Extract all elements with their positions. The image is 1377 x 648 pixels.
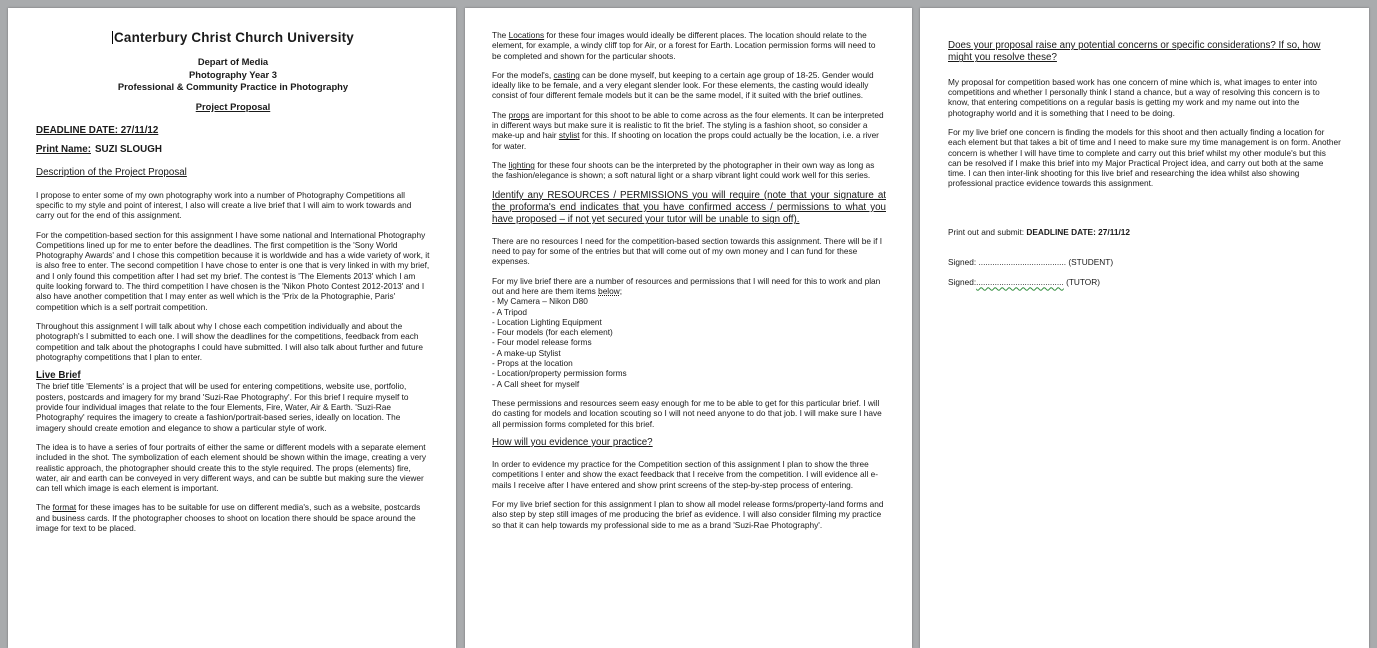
module-line: Professional & Community Practice in Photography	[117, 81, 349, 92]
list-item: - A Call sheet for myself	[492, 378, 580, 389]
text: The	[36, 502, 53, 513]
paragraph: These permissions and resources seem easy enough for me to be able to get for this particular brief. I will do casting for models and location scouting so I will not need anyone to do that job. I will make sure I have all permission forms completed for this brief.	[492, 397, 882, 429]
paragraph: My proposal for competition based work has one concern of mine which is, what images to enter into competitions and whether I personally think I stand a chance, but a way of resolving this concern is to know, that entering competitions on a regular basis is getting my work and my name out into the photography world and it is something that I need to be doing.	[948, 76, 1320, 118]
paragraph	[492, 30, 886, 61]
text: for these four shoots can be the interpreted by the photographer in their own way as long as the fashion/elegance is shown; a soft natural light or a sharp vibrant light could work well for this series.	[492, 159, 875, 181]
submit-label: Print out and submit:	[948, 226, 1027, 237]
paragraph: For my live brief section for this assignment I plan to show all model release forms/property-land forms and also step by step still images of me producing the brief as evidence. I will also consider filming my practice so that it can help towards my professional side to me as a brand 'Suzi-Rae Photography'.	[492, 499, 884, 530]
text: are important for this shoot to be able to come across as the four elements. It can be interpreted in different ways but make sure it is realistic to fit the brief. The styling is a fashion shoot, so consider a make-up and hair	[492, 109, 884, 141]
department-line: Depart of Media	[197, 56, 269, 67]
props-term: props	[508, 109, 530, 120]
paragraph: For the competition-based section for this assignment I have some national and International Photography Competitions lined up for me to enter before the deadlines. The first competition is the 'Sony World Photography Awards' and I chose this competition because it is worldwide and has a wide variety of work, it is also free to enter. The second competition I have chose to enter is one that is very linked in with my brief, and I only found this competition after I had set my brief. The contest is 'The Elements 2013' which I am quite looking forward to. The third competition I have chosen is the 'Nikon Photo Contest 2012-2013' and I also have another competition that I may enter as well which is the 'Prix de la Photographie, Paris' competition which is a self portrait competition.	[36, 229, 430, 312]
print-name	[36, 145, 430, 155]
document-page-3	[920, 8, 1369, 648]
lighting-term: lighting	[508, 159, 535, 170]
signature-dots: ......................................	[976, 277, 1064, 288]
document-page-1	[8, 8, 456, 648]
list-item: - Props at the location	[492, 358, 573, 369]
paragraph: The idea is to have a series of four portraits of either the same or different models with a separate element included in the shot. The symbolization of each element should be shown within the image, creating a very realistic approach, the photographer should create this to the style required. The props (elements) fire, water, air and earth can be conveyed in very different ways, and can be subtle but making sure the viewer can tell which image is each element is important.	[36, 441, 427, 494]
paragraph: For my live brief one concern is finding the models for this shoot and then actually finding a location for each element but that takes a bit of time and I need to make sure my time management is on form. Another concern is whether I will have time to complete and carry out this brief whilst my other module's but this can be resolved if I make this brief into my Major Practical Project idea, and carry out both at the same time. I can then inter-link shooting for this live brief and researching the idea whilst also showing professional practice evidence towards this assignment.	[948, 127, 1341, 189]
paragraph	[36, 502, 430, 533]
list-item: - A Tripod	[492, 306, 528, 317]
paragraph	[492, 110, 886, 151]
evidence-heading: How will you evidence your practice?	[492, 436, 653, 448]
print-name-value: SUZI SLOUGH	[94, 144, 162, 156]
tutor-role: (TUTOR)	[1066, 277, 1101, 288]
resources-heading: Identify any RESOURCES / PERMISSIONS you will require (note that your signature at the proforma's end indicates that you have confirmed access / permissions to what you have proposed – if not yet secured your tutor will be unable to sign off).	[492, 189, 886, 226]
paragraph: In order to evidence my practice for the Competition section of this assignment I plan to show the three competitions I enter and show the exact feedback that I receive from the competition. I will evidence all e-mails I receive after I have entered and show print screens of the step-by-step process of entering.	[492, 459, 879, 490]
description-heading: Description of the Project Proposal	[36, 167, 187, 179]
text: For my live brief there are a number of resources and permissions that I will need for this to work and plan out and here are them items	[492, 275, 881, 296]
locations-term: Locations	[508, 30, 545, 40]
signature-dots: ......................................	[978, 257, 1067, 268]
paragraph	[492, 70, 886, 101]
deadline-date: DEADLINE DATE: 27/11/12	[36, 124, 159, 136]
text: for these four images would ideally be different places. The location should relate to the element, for example, a windy cliff top for Air, or a forest for Earth. Location permission forms will need to be completed and shown for the particular shoots.	[492, 30, 876, 61]
concerns-heading: Does your proposal raise any potential concerns or specific considerations? If so, how might you resolve these?	[948, 40, 1321, 64]
list-item: - Four models (for each element)	[492, 327, 613, 338]
print-name-label: Print Name:	[36, 144, 91, 156]
tutor-signature-line	[948, 277, 1341, 287]
list-item: - Four model release forms	[492, 337, 592, 348]
university-title-text: Canterbury Christ Church University	[114, 30, 354, 45]
submit-deadline: DEADLINE DATE: 27/11/12	[1026, 226, 1130, 237]
student-signature-line	[948, 257, 1341, 267]
document-title: Project Proposal	[195, 100, 271, 112]
text: can be done myself, but keeping to a certain age group of 18-25. Gender would ideally like to be female, and a very elegant slender look. For these elements, the casting would ideally consist of four different female models but it can be the same model, if it suited with the brief outlines.	[492, 69, 874, 101]
submit-line	[948, 227, 1341, 237]
paragraph: There are no resources I need for the competition-based section towards this assignment. There will be if I need to pay for some of the entries but that will come out of my own money and I can fund for these expenses.	[492, 235, 882, 267]
text: for this. If shooting on location the props could actually be the location, i.e. a river for water.	[492, 130, 879, 151]
stylist-term: stylist	[558, 130, 580, 141]
paragraph: The brief title 'Elements' is a project that will be used for entering competitions, website use, portfolio, posters, postcards and imagery for my brand 'Suzi-Rae Photography'. For this brief I require myself to provide four individual images that relate to the four Elements, Fire, Water, Air & Earth. 'Suzi-Rae Photography' requires the imagery to create a fashion/portrait-based series, ideally on location. The imagery should create emotion and elegance to show a particular style of work.	[36, 381, 409, 433]
format-term: format	[52, 502, 77, 513]
live-brief-heading: Live Brief	[36, 370, 81, 382]
paragraph: I propose to enter some of my own photography work into a number of Photography Competitions all specific to my style and point of interest, I also will create a live brief that I will aim to work towards and carry out for the end of this assignment.	[36, 189, 412, 221]
student-role: (STUDENT)	[1068, 257, 1114, 268]
text: For the model's,	[492, 69, 554, 80]
resources-list	[492, 296, 886, 389]
casting-term: casting	[553, 69, 580, 80]
signed-label: Signed:	[948, 277, 977, 288]
list-item: - My Camera – Nikon D80	[492, 296, 588, 307]
list-item: - Location/property permission forms	[492, 368, 627, 379]
list-item: - Location Lighting Equipment	[492, 316, 602, 327]
text: The	[492, 159, 509, 170]
paragraph	[492, 160, 886, 181]
signed-label: Signed:	[948, 257, 977, 268]
text: The	[492, 30, 509, 40]
text: The	[492, 109, 509, 120]
university-title	[36, 30, 430, 46]
list-item: - A make-up Stylist	[492, 347, 561, 358]
course-line: Photography Year 3	[189, 68, 277, 80]
document-page-2	[465, 8, 912, 648]
text-cursor	[112, 31, 113, 44]
text: for these images has to be suitable for use on different media's, such as a website, postcards and business cards. If the photographer chooses to shoot on location there should be space around the image for text to be placed.	[36, 502, 421, 533]
below-term: below;	[598, 285, 623, 296]
paragraph: Throughout this assignment I will talk about why I chose each competition individually and about the photograph's I submitted to each one. I will show the deadlines for the competitions, feedback from each competition and talk about the photographs I could have submitted. I will also talk about further and future photography competitions that I plan to enter.	[36, 320, 423, 362]
paragraph	[492, 276, 886, 297]
